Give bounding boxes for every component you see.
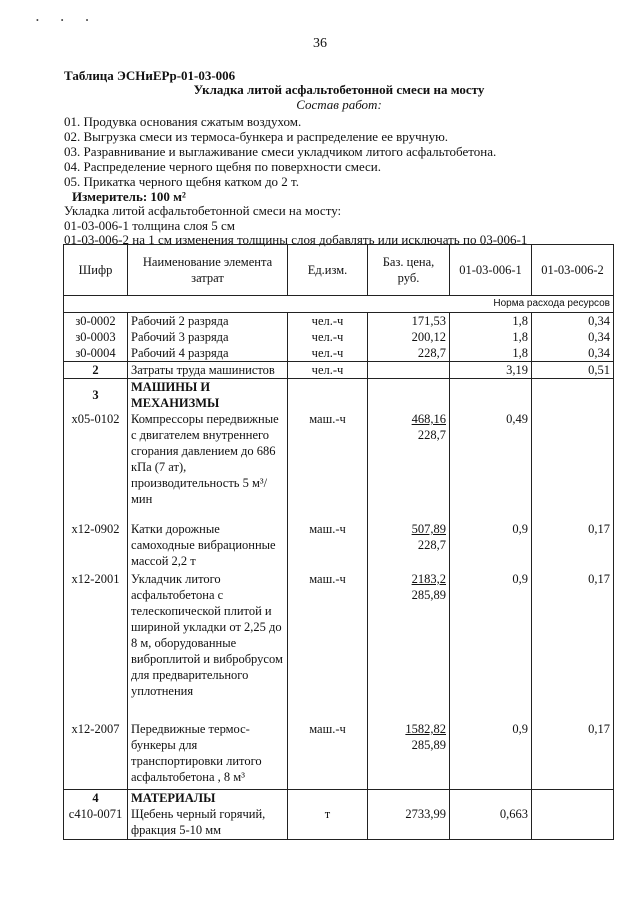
meter-label: Измеритель: 100 м² — [72, 189, 186, 204]
table-row — [64, 721, 614, 789]
row-name: Затраты труда машинистов — [128, 362, 288, 379]
col-v2: 01-03-006-2 — [532, 245, 614, 296]
work-item-1: 01. Продувка основания сжатым воздухом. — [64, 114, 302, 129]
table-row — [64, 806, 614, 840]
row-code: х12-0902 — [64, 521, 128, 571]
variant-1: 01-03-006-1 толщина слоя 5 см — [64, 218, 235, 233]
row-price — [368, 521, 450, 571]
table-row — [64, 329, 614, 345]
row-unit: маш.-ч — [288, 571, 368, 721]
row-name: Компрессоры передвижные с двигателем внутреннего сгорания давлением до 686 кПа (7 ат), производительность 5 м³/мин — [128, 411, 288, 521]
row-v1: 1,8 — [450, 345, 532, 362]
price-top: 468,16 — [411, 412, 446, 426]
row-v1: 1,8 — [450, 329, 532, 345]
col-v1: 01-03-006-1 — [450, 245, 532, 296]
price-top: 507,89 — [411, 522, 446, 536]
table-header-row — [64, 245, 614, 296]
row-name: Рабочий 3 разряда — [128, 329, 288, 345]
price-top: 2183,2 — [411, 572, 446, 586]
row-price: 171,53 — [368, 313, 450, 330]
row-unit: т — [288, 806, 368, 840]
table-row — [64, 571, 614, 721]
row-price — [368, 362, 450, 379]
work-item-4: 04. Распределение черного щебня по поверхности смеси. — [64, 159, 382, 174]
row-v1: 0,49 — [450, 411, 532, 521]
col-code: Шифр — [64, 245, 128, 296]
table-row — [64, 521, 614, 571]
row-v1: 3,19 — [450, 362, 532, 379]
row-unit: маш.-ч — [288, 411, 368, 521]
row-v2: 0,34 — [532, 345, 614, 362]
row-v2: 0,34 — [532, 313, 614, 330]
section-row — [64, 379, 614, 412]
table-row — [64, 345, 614, 362]
variant-2: 01-03-006-2 на 1 см изменения толщины слоя добавлять или исключать по 03-006-1 — [64, 232, 528, 247]
row-v1: 0,9 — [450, 521, 532, 571]
row-price: 228,7 — [368, 345, 450, 362]
section-title: МАТЕРИАЛЫ — [128, 789, 288, 806]
row-code: х05-0102 — [64, 411, 128, 521]
norm-label: Норма расхода ресурсов — [64, 296, 614, 313]
row-price — [368, 721, 450, 789]
row-name: Катки дорожные самоходные вибрационные массой 2,2 т — [128, 521, 288, 571]
row-price: 200,12 — [368, 329, 450, 345]
row-name: Щебень черный горячий, фракция 5-10 мм — [128, 806, 288, 840]
section-code: 3 — [64, 379, 128, 412]
row-v2: 0,17 — [532, 721, 614, 789]
col-unit: Ед.изм. — [288, 245, 368, 296]
resource-table — [63, 244, 614, 840]
table-row — [64, 313, 614, 330]
row-v2: 0,51 — [532, 362, 614, 379]
row-code: х12-2007 — [64, 721, 128, 789]
table-row — [64, 411, 614, 521]
row-code: з0-0003 — [64, 329, 128, 345]
row-v1: 0,663 — [450, 806, 532, 840]
row-code: 2 — [64, 362, 128, 379]
row-unit: чел.-ч — [288, 345, 368, 362]
row-v1: 0,9 — [450, 721, 532, 789]
work-item-5: 05. Прикатка черного щебня катком до 2 т. — [64, 174, 300, 189]
row-unit: чел.-ч — [288, 329, 368, 345]
composition-heading: Состав работ: — [296, 97, 382, 112]
section-title: МАШИНЫ И МЕХАНИЗМЫ — [128, 379, 288, 412]
price-bottom: 228,7 — [417, 428, 446, 442]
table-title: Укладка литой асфальтобетонной смеси на мосту — [193, 82, 485, 97]
row-code: х12-2001 — [64, 571, 128, 721]
row-price — [368, 411, 450, 521]
row-v2 — [532, 411, 614, 521]
section-code: 4 — [64, 789, 128, 806]
table-row — [64, 362, 614, 379]
row-code: с410-0071 — [64, 806, 128, 840]
page-number: 36 — [313, 36, 327, 51]
col-name: Наименование элемента затрат — [128, 245, 288, 296]
row-name: Рабочий 2 разряда — [128, 313, 288, 330]
row-unit: чел.-ч — [288, 313, 368, 330]
row-v2: 0,17 — [532, 521, 614, 571]
row-v2: 0,17 — [532, 571, 614, 721]
norm-row — [64, 296, 614, 313]
row-v1: 0,9 — [450, 571, 532, 721]
scan-specks: • • • — [36, 16, 99, 25]
work-item-3: 03. Разравнивание и выглаживание смеси укладчиком литого асфальтобетона. — [64, 144, 497, 159]
col-price: Баз. цена, руб. — [368, 245, 450, 296]
price-bottom: 285,89 — [411, 738, 446, 752]
price-bottom: 285,89 — [411, 588, 446, 602]
row-v2: 0,34 — [532, 329, 614, 345]
row-unit: чел.-ч — [288, 362, 368, 379]
price-top: 1582,82 — [405, 722, 446, 736]
table-id: Таблица ЭСНиЕРр-01-03-006 — [64, 68, 236, 83]
work-item-2: 02. Выгрузка смеси из термоса-бункера и распределение ее вручную. — [64, 129, 449, 144]
row-price — [368, 571, 450, 721]
price-bottom: 228,7 — [417, 538, 446, 552]
row-code: з0-0004 — [64, 345, 128, 362]
section-row — [64, 789, 614, 806]
row-name: Укладчик литого асфальтобетона с телескопической плитой и шириной укладки от 2,25 до 8 м, оборудованные виброплитой и вибробрусом для предварительного уплотнения — [128, 571, 288, 721]
row-name: Рабочий 4 разряда — [128, 345, 288, 362]
row-name: Передвижные термос-бункеры для транспортировки литого асфальтобетона , 8 м³ — [128, 721, 288, 789]
row-code: з0-0002 — [64, 313, 128, 330]
row-unit: маш.-ч — [288, 721, 368, 789]
row-v2 — [532, 806, 614, 840]
row-v1: 1,8 — [450, 313, 532, 330]
row-price: 2733,99 — [368, 806, 450, 840]
description-line: Укладка литой асфальтобетонной смеси на мосту: — [64, 203, 342, 218]
row-unit: маш.-ч — [288, 521, 368, 571]
